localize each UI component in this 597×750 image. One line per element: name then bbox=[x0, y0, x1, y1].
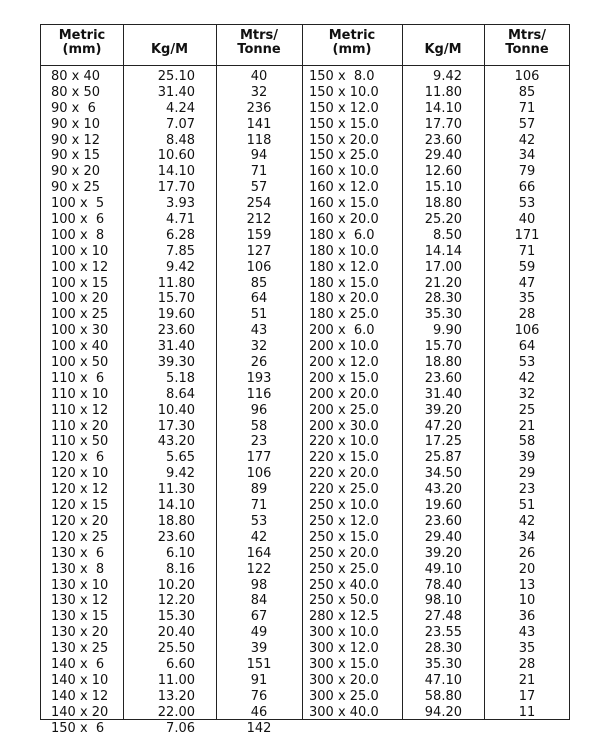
steel-flat-bar-weight-table bbox=[40, 24, 570, 736]
left-table-cell-kg: 4.24 bbox=[166, 100, 195, 116]
left-table-cell-size: 130 x 15 bbox=[51, 609, 109, 625]
left-table-cell-kg: 7.07 bbox=[166, 116, 195, 132]
right-size-column bbox=[309, 69, 402, 721]
left-table-cell-kg: 10.20 bbox=[157, 577, 195, 593]
left-table-cell-kg: 7.06 bbox=[166, 720, 195, 736]
left-table-cell-mt: 84 bbox=[250, 593, 268, 609]
right-table-cell-kg: 15.10 bbox=[424, 180, 462, 196]
right-table-cell-kg: 8.50 bbox=[433, 227, 462, 243]
left-table-cell-mt: 57 bbox=[250, 180, 268, 196]
left-table-cell-size: 90 x 20 bbox=[51, 164, 101, 180]
right-table-cell-mt: 35 bbox=[518, 291, 536, 307]
right-table-cell-kg: 18.80 bbox=[424, 196, 462, 212]
right-table-cell-size: 200 x 12.0 bbox=[309, 355, 379, 371]
left-table-cell-mt: 89 bbox=[250, 482, 268, 498]
right-table-cell-size: 200 x 30.0 bbox=[309, 418, 379, 434]
left-table-cell-kg: 9.42 bbox=[166, 466, 195, 482]
left-table-cell-kg: 6.28 bbox=[166, 227, 195, 243]
left-table-cell-size: 90 x 10 bbox=[51, 116, 101, 132]
header-kgm-left bbox=[123, 43, 216, 57]
left-table-cell-size: 100 x 20 bbox=[51, 291, 109, 307]
right-table-cell-kg: 94.20 bbox=[424, 704, 462, 720]
right-table-cell-size: 160 x 10.0 bbox=[309, 164, 379, 180]
right-table-cell-size: 150 x 15.0 bbox=[309, 116, 379, 132]
left-table-cell-size: 110 x 50 bbox=[51, 434, 109, 450]
left-table-cell-mt: 85 bbox=[250, 275, 268, 291]
left-table-cell-mt: 39 bbox=[250, 641, 268, 657]
left-table-cell-mt: 94 bbox=[250, 148, 268, 164]
header-mtrs-line1: Mtrs/ bbox=[239, 28, 279, 43]
left-table-cell-kg: 19.60 bbox=[157, 307, 195, 323]
right-table-cell-size: 300 x 25.0 bbox=[309, 688, 379, 704]
right-table-cell-kg: 21.20 bbox=[424, 275, 462, 291]
right-table-cell-mt: 171 bbox=[514, 227, 540, 243]
right-table-cell-kg: 98.10 bbox=[424, 593, 462, 609]
left-table-cell-mt: 42 bbox=[250, 529, 268, 545]
right-table-cell-size: 150 x 12.0 bbox=[309, 100, 379, 116]
left-table-cell-kg: 9.42 bbox=[166, 259, 195, 275]
header-metric-left bbox=[41, 29, 123, 57]
left-table-cell-size: 80 x 40 bbox=[51, 69, 101, 84]
left-table-cell-size: 100 x 40 bbox=[51, 339, 109, 355]
left-table-cell-size: 140 x 20 bbox=[51, 704, 109, 720]
right-table-cell-kg: 19.60 bbox=[424, 498, 462, 514]
right-table-cell-size: 150 x 8.0 bbox=[309, 69, 375, 84]
left-table-cell-mt: 91 bbox=[250, 672, 268, 688]
right-table-cell-mt: 53 bbox=[518, 196, 536, 212]
right-table-cell-size: 200 x 6.0 bbox=[309, 323, 375, 339]
left-table-cell-size: 100 x 15 bbox=[51, 275, 109, 291]
right-mtrs-column bbox=[484, 69, 570, 721]
header-mtrs-line2: Tonne bbox=[505, 42, 549, 57]
right-table-cell-mt: 64 bbox=[518, 339, 536, 355]
left-table-cell-mt: 127 bbox=[246, 243, 272, 259]
right-table-cell-kg: 17.70 bbox=[424, 116, 462, 132]
right-table-cell-size: 250 x 25.0 bbox=[309, 561, 379, 577]
left-table-cell-mt: 193 bbox=[246, 370, 272, 386]
left-table-cell-size: 120 x 6 bbox=[51, 450, 105, 466]
header-metric-line1: Metric bbox=[328, 28, 376, 43]
left-table-cell-kg: 23.60 bbox=[157, 323, 195, 339]
right-table-cell-size: 150 x 25.0 bbox=[309, 148, 379, 164]
left-table-cell-mt: 164 bbox=[246, 545, 272, 561]
right-table-cell-mt: 29 bbox=[518, 466, 536, 482]
left-table-cell-mt: 58 bbox=[250, 418, 268, 434]
right-table-cell-size: 300 x 15.0 bbox=[309, 656, 379, 672]
left-table-cell-kg: 6.10 bbox=[166, 545, 195, 561]
left-table-cell-mt: 71 bbox=[250, 498, 268, 514]
right-table-cell-size: 180 x 20.0 bbox=[309, 291, 379, 307]
right-table-cell-size: 220 x 10.0 bbox=[309, 434, 379, 450]
left-table-cell-kg: 15.70 bbox=[157, 291, 195, 307]
right-table-cell-size: 250 x 50.0 bbox=[309, 593, 379, 609]
right-table-cell-size: 300 x 12.0 bbox=[309, 641, 379, 657]
left-table-cell-size: 110 x 10 bbox=[51, 386, 109, 402]
left-table-cell-kg: 17.30 bbox=[157, 418, 195, 434]
right-table-cell-size: 300 x 10.0 bbox=[309, 625, 379, 641]
header-metric-line2: (mm) bbox=[332, 42, 372, 57]
right-table-cell-mt: 21 bbox=[518, 418, 536, 434]
left-table-cell-kg: 25.10 bbox=[157, 69, 195, 84]
left-table-cell-mt: 46 bbox=[250, 704, 268, 720]
left-table-cell-size: 120 x 25 bbox=[51, 529, 109, 545]
right-table-cell-kg: 23.55 bbox=[424, 625, 462, 641]
left-table-cell-size: 130 x 12 bbox=[51, 593, 109, 609]
right-table-cell-mt: 23 bbox=[518, 482, 536, 498]
right-table-cell-kg: 25.87 bbox=[424, 450, 462, 466]
right-table-cell-kg: 29.40 bbox=[424, 148, 462, 164]
left-table-cell-size: 90 x 25 bbox=[51, 180, 101, 196]
left-table-cell-mt: 141 bbox=[246, 116, 272, 132]
left-size-column bbox=[51, 69, 123, 736]
right-table-cell-mt: 66 bbox=[518, 180, 536, 196]
right-table-cell-mt: 57 bbox=[518, 116, 536, 132]
left-table-cell-mt: 67 bbox=[250, 609, 268, 625]
left-table-cell-mt: 64 bbox=[250, 291, 268, 307]
left-table-cell-size: 120 x 10 bbox=[51, 466, 109, 482]
left-table-cell-mt: 151 bbox=[246, 656, 272, 672]
left-table-cell-kg: 23.60 bbox=[157, 529, 195, 545]
left-table-cell-mt: 96 bbox=[250, 402, 268, 418]
left-table-cell-mt: 32 bbox=[250, 339, 268, 355]
header-metric-line2: (mm) bbox=[62, 42, 102, 57]
right-table-cell-mt: 35 bbox=[518, 641, 536, 657]
left-table-cell-kg: 15.30 bbox=[157, 609, 195, 625]
header-mtrs-right bbox=[484, 29, 570, 57]
left-table-cell-mt: 254 bbox=[246, 196, 272, 212]
left-table-cell-size: 100 x 25 bbox=[51, 307, 109, 323]
right-table-cell-kg: 14.14 bbox=[424, 243, 462, 259]
right-table-cell-size: 200 x 25.0 bbox=[309, 402, 379, 418]
left-table-cell-mt: 40 bbox=[250, 69, 268, 84]
right-table-cell-kg: 9.90 bbox=[433, 323, 462, 339]
right-table-cell-mt: 20 bbox=[518, 561, 536, 577]
left-table-cell-kg: 20.40 bbox=[157, 625, 195, 641]
right-table-cell-size: 180 x 12.0 bbox=[309, 259, 379, 275]
left-table-cell-kg: 14.10 bbox=[157, 164, 195, 180]
left-table-cell-mt: 106 bbox=[246, 466, 272, 482]
table-divider bbox=[302, 25, 303, 719]
right-table-cell-mt: 47 bbox=[518, 275, 536, 291]
right-table-cell-size: 220 x 25.0 bbox=[309, 482, 379, 498]
left-table-cell-kg: 13.20 bbox=[157, 688, 195, 704]
left-table-cell-mt: 159 bbox=[246, 227, 272, 243]
right-table-cell-kg: 39.20 bbox=[424, 545, 462, 561]
right-table-cell-kg: 18.80 bbox=[424, 355, 462, 371]
left-table-cell-mt: 71 bbox=[250, 164, 268, 180]
right-table-cell-size: 180 x 10.0 bbox=[309, 243, 379, 259]
right-table-cell-size: 300 x 20.0 bbox=[309, 672, 379, 688]
right-table-cell-kg: 25.20 bbox=[424, 212, 462, 228]
header-kgm-line1: Kg/M bbox=[424, 42, 462, 57]
left-table-cell-kg: 31.40 bbox=[157, 339, 195, 355]
header-metric-right bbox=[302, 29, 402, 57]
right-table-cell-mt: 39 bbox=[518, 450, 536, 466]
left-table-cell-kg: 22.00 bbox=[157, 704, 195, 720]
left-table-cell-kg: 5.18 bbox=[166, 370, 195, 386]
left-table-cell-mt: 23 bbox=[250, 434, 268, 450]
right-table-cell-kg: 15.70 bbox=[424, 339, 462, 355]
left-table-cell-size: 130 x 8 bbox=[51, 561, 105, 577]
left-table-cell-mt: 49 bbox=[250, 625, 268, 641]
left-table-cell-kg: 5.65 bbox=[166, 450, 195, 466]
right-table-cell-mt: 51 bbox=[518, 498, 536, 514]
left-table-cell-kg: 31.40 bbox=[157, 84, 195, 100]
right-table-cell-kg: 23.60 bbox=[424, 132, 462, 148]
right-table-cell-kg: 17.00 bbox=[424, 259, 462, 275]
right-table-cell-size: 150 x 20.0 bbox=[309, 132, 379, 148]
left-table-cell-mt: 26 bbox=[250, 355, 268, 371]
right-table-cell-kg: 35.30 bbox=[424, 307, 462, 323]
right-table-cell-mt: 17 bbox=[518, 688, 536, 704]
left-table-cell-mt: 236 bbox=[246, 100, 272, 116]
right-table-cell-mt: 42 bbox=[518, 132, 536, 148]
left-table-cell-mt: 51 bbox=[250, 307, 268, 323]
left-table-cell-mt: 116 bbox=[246, 386, 272, 402]
right-table-cell-kg: 35.30 bbox=[424, 656, 462, 672]
right-table-cell-kg: 17.25 bbox=[424, 434, 462, 450]
right-table-cell-mt: 21 bbox=[518, 672, 536, 688]
header-mtrs-line1: Mtrs/ bbox=[507, 28, 547, 43]
right-table-cell-size: 160 x 15.0 bbox=[309, 196, 379, 212]
right-table-cell-mt: 26 bbox=[518, 545, 536, 561]
right-table-cell-mt: 85 bbox=[518, 84, 536, 100]
right-table-cell-mt: 28 bbox=[518, 307, 536, 323]
right-table-cell-size: 180 x 6.0 bbox=[309, 227, 375, 243]
right-table-cell-size: 250 x 20.0 bbox=[309, 545, 379, 561]
right-table-cell-kg: 49.10 bbox=[424, 561, 462, 577]
right-table-cell-mt: 32 bbox=[518, 386, 536, 402]
left-table-cell-size: 90 x 12 bbox=[51, 132, 101, 148]
right-table-cell-mt: 11 bbox=[518, 704, 536, 720]
right-table-cell-mt: 79 bbox=[518, 164, 536, 180]
right-table-cell-kg: 11.80 bbox=[424, 84, 462, 100]
left-table-cell-size: 100 x 5 bbox=[51, 196, 105, 212]
left-table-cell-size: 120 x 12 bbox=[51, 482, 109, 498]
left-table-cell-kg: 6.60 bbox=[166, 656, 195, 672]
right-table-cell-mt: 42 bbox=[518, 513, 536, 529]
left-table-cell-size: 140 x 10 bbox=[51, 672, 109, 688]
left-table-cell-size: 110 x 6 bbox=[51, 370, 105, 386]
right-table-cell-size: 200 x 10.0 bbox=[309, 339, 379, 355]
header-kgm-line1: Kg/M bbox=[150, 42, 189, 57]
right-table-cell-kg: 47.10 bbox=[424, 672, 462, 688]
left-table-cell-kg: 8.64 bbox=[166, 386, 195, 402]
left-table-cell-size: 110 x 12 bbox=[51, 402, 109, 418]
right-table-cell-kg: 23.60 bbox=[424, 513, 462, 529]
left-table-cell-kg: 17.70 bbox=[157, 180, 195, 196]
right-table-cell-kg: 31.40 bbox=[424, 386, 462, 402]
left-kgm-column bbox=[123, 69, 195, 736]
right-table-cell-size: 250 x 15.0 bbox=[309, 529, 379, 545]
left-table-cell-kg: 12.20 bbox=[157, 593, 195, 609]
right-table-cell-size: 180 x 25.0 bbox=[309, 307, 379, 323]
right-table-cell-mt: 58 bbox=[518, 434, 536, 450]
header-metric-line1: Metric bbox=[58, 28, 106, 43]
left-table-cell-mt: 122 bbox=[246, 561, 272, 577]
right-table-cell-size: 220 x 15.0 bbox=[309, 450, 379, 466]
right-table-cell-size: 300 x 40.0 bbox=[309, 704, 379, 720]
left-mtrs-column bbox=[216, 69, 302, 736]
right-table-cell-kg: 29.40 bbox=[424, 529, 462, 545]
left-table-cell-size: 100 x 10 bbox=[51, 243, 109, 259]
right-table-cell-size: 250 x 40.0 bbox=[309, 577, 379, 593]
right-table-cell-mt: 28 bbox=[518, 656, 536, 672]
right-table-cell-kg: 78.40 bbox=[424, 577, 462, 593]
left-table-cell-mt: 142 bbox=[246, 720, 272, 736]
right-table-cell-size: 250 x 12.0 bbox=[309, 513, 379, 529]
right-table-cell-kg: 27.48 bbox=[424, 609, 462, 625]
left-table-cell-kg: 4.71 bbox=[166, 212, 195, 228]
left-table-cell-size: 110 x 20 bbox=[51, 418, 109, 434]
left-table-cell-kg: 10.60 bbox=[157, 148, 195, 164]
left-table-cell-kg: 39.30 bbox=[157, 355, 195, 371]
right-table-cell-mt: 71 bbox=[518, 100, 536, 116]
left-table-cell-kg: 43.20 bbox=[157, 434, 195, 450]
left-table-cell-size: 150 x 6 bbox=[51, 720, 105, 736]
left-table-cell-size: 140 x 6 bbox=[51, 656, 105, 672]
right-table-cell-size: 220 x 20.0 bbox=[309, 466, 379, 482]
left-table-cell-size: 130 x 10 bbox=[51, 577, 109, 593]
right-table-cell-mt: 36 bbox=[518, 609, 536, 625]
left-table-cell-kg: 18.80 bbox=[157, 513, 195, 529]
left-table-cell-kg: 7.85 bbox=[166, 243, 195, 259]
right-table-cell-kg: 12.60 bbox=[424, 164, 462, 180]
right-table-cell-mt: 106 bbox=[514, 323, 540, 339]
left-table-cell-mt: 106 bbox=[246, 259, 272, 275]
left-table-cell-kg: 11.00 bbox=[157, 672, 195, 688]
right-table-cell-mt: 34 bbox=[518, 529, 536, 545]
header-divider bbox=[41, 65, 569, 66]
left-table-cell-size: 100 x 50 bbox=[51, 355, 109, 371]
left-table-cell-size: 130 x 6 bbox=[51, 545, 105, 561]
right-table-cell-kg: 28.30 bbox=[424, 641, 462, 657]
left-table-cell-size: 80 x 50 bbox=[51, 84, 101, 100]
right-table-cell-size: 280 x 12.5 bbox=[309, 609, 379, 625]
right-table-cell-kg: 34.50 bbox=[424, 466, 462, 482]
right-table-cell-kg: 14.10 bbox=[424, 100, 462, 116]
left-table-cell-size: 140 x 12 bbox=[51, 688, 109, 704]
right-table-cell-mt: 71 bbox=[518, 243, 536, 259]
right-table-cell-mt: 13 bbox=[518, 577, 536, 593]
left-table-cell-mt: 98 bbox=[250, 577, 268, 593]
left-table-cell-size: 90 x 6 bbox=[51, 100, 96, 116]
right-table-cell-mt: 25 bbox=[518, 402, 536, 418]
left-table-cell-mt: 212 bbox=[246, 212, 272, 228]
header-mtrs-left bbox=[216, 29, 302, 57]
right-table-cell-kg: 39.20 bbox=[424, 402, 462, 418]
left-table-cell-size: 90 x 15 bbox=[51, 148, 101, 164]
header-mtrs-line2: Tonne bbox=[237, 42, 281, 57]
left-table-cell-mt: 53 bbox=[250, 513, 268, 529]
right-table-cell-size: 200 x 15.0 bbox=[309, 370, 379, 386]
right-table-cell-size: 200 x 20.0 bbox=[309, 386, 379, 402]
right-table-cell-kg: 47.20 bbox=[424, 418, 462, 434]
right-table-cell-kg: 28.30 bbox=[424, 291, 462, 307]
right-table-cell-mt: 59 bbox=[518, 259, 536, 275]
right-table-cell-kg: 9.42 bbox=[433, 69, 462, 84]
left-table-cell-mt: 76 bbox=[250, 688, 268, 704]
right-table-cell-mt: 43 bbox=[518, 625, 536, 641]
right-table-cell-mt: 40 bbox=[518, 212, 536, 228]
right-table-cell-size: 160 x 20.0 bbox=[309, 212, 379, 228]
left-table-cell-size: 120 x 20 bbox=[51, 513, 109, 529]
left-table-cell-size: 130 x 20 bbox=[51, 625, 109, 641]
right-kgm-column bbox=[402, 69, 462, 721]
left-table-cell-size: 100 x 8 bbox=[51, 227, 105, 243]
header-kgm-right bbox=[402, 43, 484, 57]
right-table-cell-kg: 23.60 bbox=[424, 370, 462, 386]
left-table-cell-size: 100 x 6 bbox=[51, 212, 105, 228]
left-table-cell-kg: 14.10 bbox=[157, 498, 195, 514]
right-table-cell-mt: 10 bbox=[518, 593, 536, 609]
left-table-cell-mt: 118 bbox=[246, 132, 272, 148]
left-table-cell-mt: 32 bbox=[250, 84, 268, 100]
right-table-cell-size: 250 x 10.0 bbox=[309, 498, 379, 514]
right-table-cell-kg: 43.20 bbox=[424, 482, 462, 498]
right-table-cell-mt: 42 bbox=[518, 370, 536, 386]
left-table-cell-kg: 8.16 bbox=[166, 561, 195, 577]
right-table-cell-mt: 106 bbox=[514, 69, 540, 84]
left-table-cell-kg: 10.40 bbox=[157, 402, 195, 418]
left-table-cell-kg: 25.50 bbox=[157, 641, 195, 657]
left-table-cell-kg: 3.93 bbox=[166, 196, 195, 212]
right-table-cell-size: 150 x 10.0 bbox=[309, 84, 379, 100]
right-table-cell-kg: 58.80 bbox=[424, 688, 462, 704]
right-table-cell-size: 180 x 15.0 bbox=[309, 275, 379, 291]
right-table-cell-mt: 34 bbox=[518, 148, 536, 164]
right-table-cell-size: 160 x 12.0 bbox=[309, 180, 379, 196]
left-table-cell-kg: 11.30 bbox=[157, 482, 195, 498]
left-table-cell-size: 130 x 25 bbox=[51, 641, 109, 657]
left-table-cell-size: 100 x 30 bbox=[51, 323, 109, 339]
right-table-cell-mt: 53 bbox=[518, 355, 536, 371]
left-table-cell-kg: 8.48 bbox=[166, 132, 195, 148]
left-table-cell-mt: 43 bbox=[250, 323, 268, 339]
left-table-cell-size: 100 x 12 bbox=[51, 259, 109, 275]
left-table-cell-kg: 11.80 bbox=[157, 275, 195, 291]
left-table-cell-mt: 177 bbox=[246, 450, 272, 466]
left-table-cell-size: 120 x 15 bbox=[51, 498, 109, 514]
